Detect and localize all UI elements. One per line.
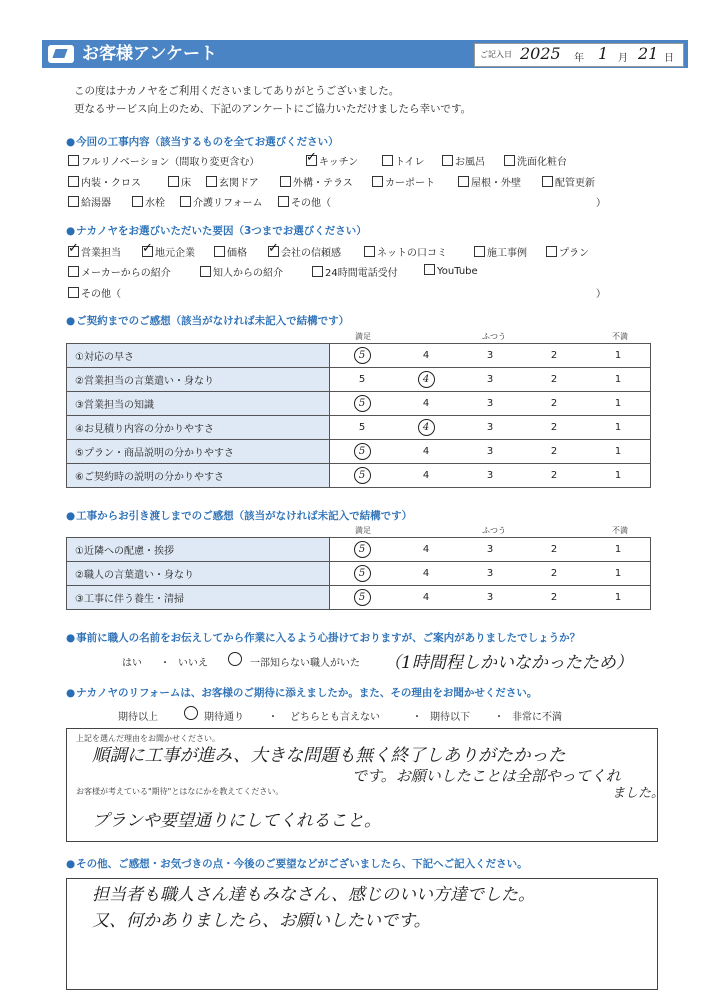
q2-other-close: ） [596,289,606,300]
score-value: 1 [614,374,622,385]
selected-score-circle: 5 [354,467,371,484]
rating-row [67,538,651,562]
checkbox[interactable] [206,176,217,187]
q4-rating-table [66,537,651,610]
rating-score-1[interactable] [586,586,651,610]
q6-separator: ・ [494,712,504,723]
q6-reason-line-2: です。お願いしたことは全部やってくれ [352,767,621,785]
month-unit: 月 [618,53,628,64]
rating-score-2[interactable] [522,440,586,464]
rating-score-1[interactable] [586,538,651,562]
q1-option[interactable]: トイレ [382,153,425,168]
score-value: 3 [486,446,494,457]
rating-row-label: ③工事に伴う養生・清掃 [67,586,330,610]
checkbox[interactable] [268,241,279,257]
rating-score-3[interactable] [458,562,522,586]
q2-option[interactable]: 価格 [214,244,247,259]
q7-title: ● その他、ご感想・お気づきの点・今後のご要望などがございましたら、下記へご記入ください。 [66,856,528,871]
q6-separator: ・ [412,712,422,723]
checkbox[interactable] [168,176,179,187]
q4-scale-high: 満足 [355,526,371,535]
q6-reason-line-1: 順調に工事が進み、大きな問題も無く終了しありがたかった [92,746,566,766]
q1-option-kitchen[interactable]: ✓ キッチン [306,150,359,168]
rating-score-2[interactable] [522,562,586,586]
rating-score-2[interactable] [522,538,586,562]
score-value: 1 [614,544,622,555]
rating-score-3[interactable] [458,344,522,368]
checkbox[interactable] [68,196,79,207]
rating-score-5[interactable] [330,562,395,586]
intro-line-1: この度はナカノヤをご利用くださいましてありがとうございました。 [74,85,400,97]
rating-score-1[interactable] [586,368,651,392]
score-value: 1 [614,470,622,481]
rating-score-5[interactable] [330,368,395,392]
rating-row [67,464,651,488]
q6-title: ● ナカノヤのリフォームは、お客様のご期待に添えましたか。また、その理由をお聞かせください。 [66,685,537,700]
q1-option[interactable]: 床 [168,174,191,189]
q3-rating-table [66,343,651,488]
rating-score-1[interactable] [586,344,651,368]
q1-option[interactable]: 介護リフォーム [180,194,263,209]
rating-score-4[interactable] [394,538,458,562]
score-value: 4 [422,398,430,409]
score-value: 4 [422,592,430,603]
q5-handwritten-note: （1時間程しかいなかったため） [384,653,633,673]
score-value: 2 [550,592,558,603]
check-mark-icon: ✓ [142,241,153,256]
q2-option[interactable]: YouTube [424,264,478,277]
rating-score-2[interactable] [522,586,586,610]
rating-row [67,368,651,392]
checkbox[interactable] [312,266,323,277]
rating-row [67,344,651,368]
q5-option-partial[interactable]: 一部知らない職人がいた [250,658,360,669]
rating-score-4[interactable] [394,586,458,610]
score-value: 1 [614,350,622,361]
score-value: 2 [550,446,558,457]
checkbox[interactable] [306,150,317,166]
day-unit: 日 [664,53,674,64]
rating-score-2[interactable] [522,464,586,488]
date-month: 1 [598,44,609,63]
q4-title: ● 工事からお引き渡しまでのご感想（該当がなければ未記入で結構です） [66,508,412,523]
q5-selected-circle-icon [228,652,242,666]
score-value: 2 [550,422,558,433]
rating-score-3[interactable] [458,368,522,392]
score-value: 3 [486,470,494,481]
rating-row [67,440,651,464]
checkbox[interactable] [442,155,453,166]
checkbox[interactable] [68,266,79,277]
rating-row-label: ③営業担当の知識 [67,392,330,416]
rating-score-1[interactable] [586,416,651,440]
checkbox[interactable] [68,241,79,257]
score-value: 1 [614,422,622,433]
score-value: 1 [614,446,622,457]
rating-score-4[interactable] [394,368,458,392]
score-value: 3 [486,350,494,361]
q4-scale-mid: ふつう [482,526,506,535]
q1-option[interactable]: お風呂 [442,153,485,168]
rating-score-3[interactable] [458,416,522,440]
q2-option-sales[interactable]: ✓ 営業担当 [68,241,121,259]
rating-score-3[interactable] [458,586,522,610]
q6-separator: ・ [268,712,278,723]
q1-option[interactable]: 屋根・外壁 [458,174,521,189]
score-value: 2 [550,374,558,385]
rating-row [67,586,651,610]
rating-score-2[interactable] [522,416,586,440]
q2-option[interactable]: メーカーからの紹介 [68,264,171,279]
checkbox[interactable] [132,196,143,207]
q2-option[interactable]: プラン [546,244,589,259]
q1-option-other[interactable]: その他（ [278,194,331,209]
q1-option[interactable]: 給湯器 [68,194,111,209]
score-value: 2 [550,470,558,481]
q5-separator: ・ [160,658,170,669]
q4-scale-low: 不満 [612,526,628,535]
score-value: 2 [550,544,558,555]
q5-option-yes[interactable]: はい [122,658,142,669]
rating-score-3[interactable] [458,464,522,488]
q6-option-very-unsatisfied[interactable]: 非常に不満 [512,712,562,723]
q3-title: ● ご契約までのご感想（該当がなければ未記入で結構です） [66,313,349,328]
checkbox[interactable] [372,176,383,187]
q2-title: ● ナカノヤをお選びいただいた要因（3つまでお選びください） [66,223,367,238]
q5-option-no[interactable]: いいえ [178,658,208,669]
q2-option[interactable]: 知人からの紹介 [200,264,283,279]
q3-scale-low: 不満 [612,332,628,341]
q1-title: ● 今回の工事内容（該当するものを全てお選びください） [66,134,339,149]
q6-reason-label: 上記を選んだ理由をお聞かせください。 [76,734,220,743]
rating-row-label: ①対応の早さ [67,344,330,368]
q6-reason-line-3: ました。 [612,786,665,801]
score-value: 3 [486,398,494,409]
q3-scale-high: 満足 [355,332,371,341]
rating-score-4[interactable] [394,464,458,488]
q7-comment-line-2: 又、何かありましたら、お願いしたいです。 [92,911,431,931]
rating-score-1[interactable] [586,562,651,586]
checkbox[interactable] [68,176,79,187]
rating-score-2[interactable] [522,368,586,392]
q3-scale-mid: ふつう [482,332,506,341]
q2-option[interactable]: ネットの口コミ [364,244,447,259]
q1-option[interactable]: 外構・テラス [280,174,353,189]
rating-score-3[interactable] [458,538,522,562]
checkbox[interactable] [214,246,225,257]
checkbox[interactable] [200,266,211,277]
q1-option[interactable]: 内装・クロス [68,174,141,189]
selected-score-circle: 5 [354,589,371,606]
rating-score-5[interactable] [330,440,395,464]
score-value: 4 [422,350,430,361]
q6-expect-text: プランや要望通りにしてくれること。 [92,811,381,831]
q6-option-above[interactable]: 期待以上 [118,712,158,723]
rating-row [67,562,651,586]
rating-row-label: ①近隣への配慮・挨拶 [67,538,330,562]
selected-score-circle: 4 [418,371,435,388]
rating-score-3[interactable] [458,440,522,464]
checkbox[interactable] [180,196,191,207]
page-title: お客様アンケート [82,44,217,64]
score-value: 2 [550,350,558,361]
rating-row-label: ⑥ご契約時の説明の分かりやすさ [67,464,330,488]
q2-option[interactable]: 24時間電話受付 [312,264,398,279]
selected-score-circle: 5 [354,541,371,558]
rating-score-2[interactable] [522,392,586,416]
date-year: 2025 [520,44,561,63]
rating-score-5[interactable] [330,416,395,440]
checkbox[interactable] [424,264,435,275]
score-value: 1 [614,592,622,603]
company-logo-icon [48,45,74,63]
score-value: 2 [550,398,558,409]
checkbox[interactable] [546,246,557,257]
q1-other-close: ） [596,198,606,209]
checkbox[interactable] [458,176,469,187]
score-value: 3 [486,544,494,555]
q6-selected-circle-icon [184,706,198,720]
score-value: 3 [486,422,494,433]
selected-score-circle: 5 [354,565,371,582]
selected-score-circle: 5 [354,443,371,460]
rating-score-2[interactable] [522,344,586,368]
q1-option[interactable]: フルリノベーション（間取り変更含む） [68,153,259,168]
rating-score-5[interactable] [330,586,395,610]
score-value: 4 [422,544,430,555]
checkbox[interactable] [278,196,289,207]
checkbox[interactable] [364,246,375,257]
rating-score-4[interactable] [394,344,458,368]
rating-row-label: ②職人の言葉遣い・身なり [67,562,330,586]
rating-row-label: ⑤プラン・商品説明の分かりやすさ [67,440,330,464]
selected-score-circle: 4 [418,419,435,436]
q5-title: ● 事前に職人の名前をお伝えしてから作業に入るよう心掛けておりますが、ご案内がありましたでしょうか？ [66,630,580,645]
rating-score-5[interactable] [330,344,395,368]
checkbox[interactable] [68,287,79,298]
rating-score-4[interactable] [394,440,458,464]
rating-score-1[interactable] [586,464,651,488]
q6-option-neutral[interactable]: どちらとも言えない [290,712,380,723]
selected-score-circle: 5 [354,395,371,412]
checkbox[interactable] [280,176,291,187]
score-value: 3 [486,568,494,579]
score-value: 1 [614,568,622,579]
q2-option-other[interactable]: その他（ [68,285,121,300]
rating-row [67,416,651,440]
rating-score-1[interactable] [586,392,651,416]
rating-score-5[interactable] [330,538,395,562]
rating-score-5[interactable] [330,464,395,488]
checkbox[interactable] [382,155,393,166]
score-value: 3 [486,374,494,385]
rating-score-3[interactable] [458,392,522,416]
checkbox[interactable] [542,176,553,187]
q1-option[interactable]: 玄関ドア [206,174,259,189]
score-value: 5 [358,374,366,385]
checkbox[interactable] [68,155,79,166]
q6-expect-label: お客様が考えている"期待"とはなにかを教えてください。 [76,787,284,796]
q7-comment-line-1: 担当者も職人さん達もみなさん、感じのいい方達でした。 [92,885,536,905]
score-value: 2 [550,568,558,579]
score-value: 4 [422,568,430,579]
intro-line-2: 更なるサービス向上のため、下記のアンケートにご協力いただけましたら幸いです。 [74,103,472,115]
rating-row-label: ④お見積り内容の分かりやすさ [67,416,330,440]
check-mark-icon: ✓ [68,241,79,256]
rating-score-4[interactable] [394,392,458,416]
rating-score-4[interactable] [394,416,458,440]
q2-option-local[interactable]: ✓ 地元企業 [142,241,195,259]
score-value: 5 [358,422,366,433]
q2-option[interactable]: 施工事例 [474,244,527,259]
rating-score-1[interactable] [586,440,651,464]
score-value: 4 [422,470,430,481]
rating-row [67,392,651,416]
rating-score-5[interactable] [330,392,395,416]
score-value: 1 [614,398,622,409]
check-mark-icon: ✓ [268,241,279,256]
q1-option[interactable]: 配管更新 [542,174,595,189]
selected-score-circle: 5 [354,347,371,364]
date-label: ご記入日 [480,50,512,59]
rating-score-4[interactable] [394,562,458,586]
checkbox[interactable] [142,241,153,257]
year-unit: 年 [574,53,584,64]
score-value: 3 [486,592,494,603]
q1-option[interactable]: 洗面化粧台 [504,153,567,168]
q6-option-below[interactable]: 期待以下 [430,712,470,723]
check-mark-icon: ✓ [306,150,317,165]
checkbox[interactable] [474,246,485,257]
q6-option-as-expected[interactable]: 期待通り [204,712,244,723]
q1-option[interactable]: 水栓 [132,194,165,209]
q2-option-trust[interactable]: ✓ 会社の信頼感 [268,241,341,259]
score-value: 4 [422,446,430,457]
q1-option[interactable]: カーポート [372,174,435,189]
rating-row-label: ②営業担当の言葉遣い・身なり [67,368,330,392]
date-day: 21 [638,44,659,63]
checkbox[interactable] [504,155,515,166]
